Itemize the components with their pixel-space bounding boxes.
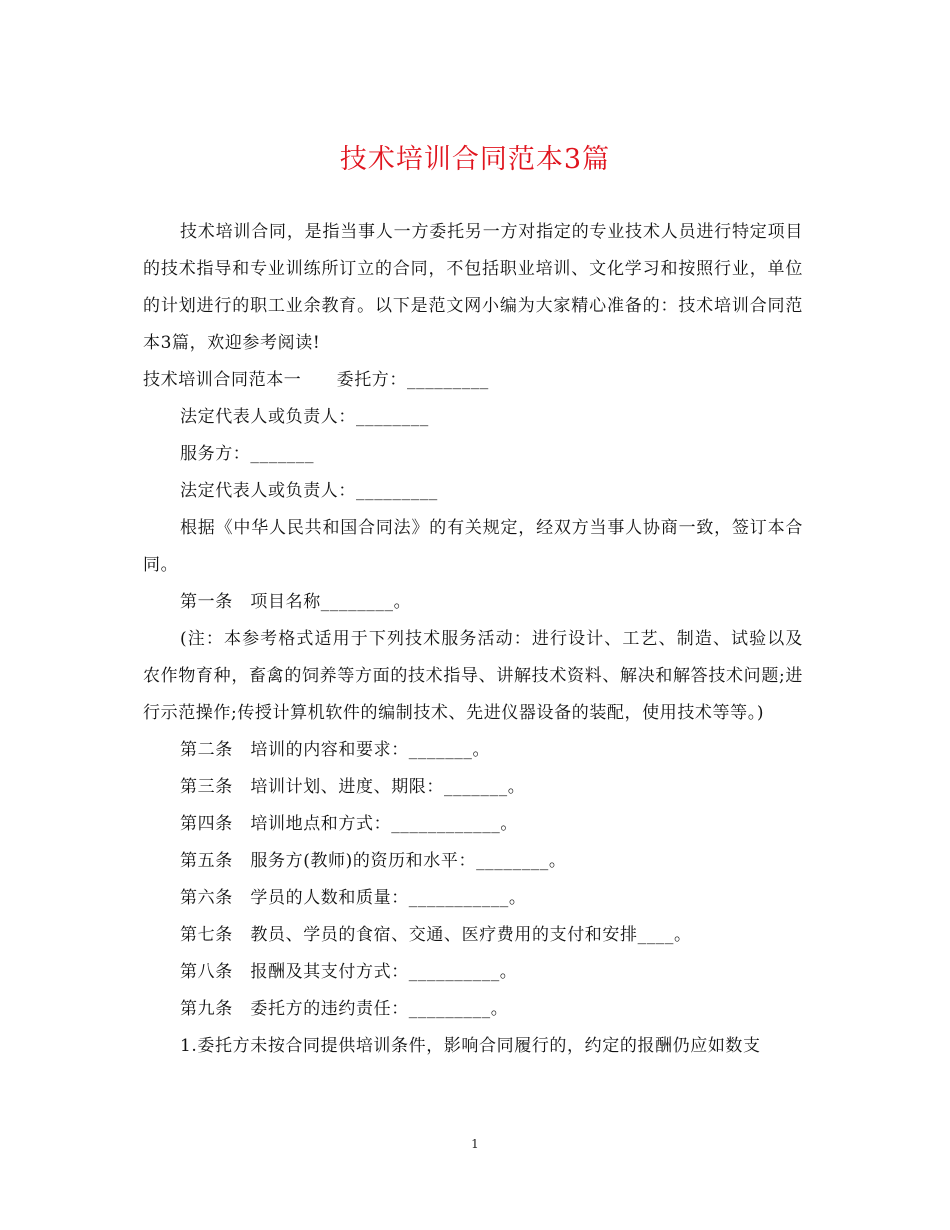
article-4: 第四条 培训地点和方式：____________。 bbox=[180, 814, 518, 834]
document-body bbox=[143, 214, 803, 1065]
document-title: 技术培训合同范本3篇 bbox=[339, 144, 611, 175]
article-5: 第五条 服务方(教师)的资历和水平：________。 bbox=[180, 851, 567, 871]
service-representative-line: 法定代表人或负责人：_________ bbox=[180, 481, 438, 501]
legal-basis-paragraph: 根据《中华人民共和国合同法》的有关规定，经双方当事人协商一致，签订本合同。 bbox=[143, 518, 803, 575]
page-number: 1 bbox=[471, 1137, 479, 1151]
clause-1: 1.委托方未按合同提供培训条件，影响合同履行的，约定的报酬仍应如数支 bbox=[180, 1036, 761, 1056]
contract-heading-line: 技术培训合同范本一 委托方：_________ bbox=[143, 370, 489, 390]
article-7: 第七条 教员、学员的食宿、交通、医疗费用的支付和安排____。 bbox=[180, 925, 692, 945]
article-8: 第八条 报酬及其支付方式：__________。 bbox=[180, 962, 518, 982]
note-paragraph: (注：本参考格式适用于下列技术服务活动：进行设计、工艺、制造、试验以及农作物育种，畜禽的饲养等方面的技术指导、讲解技术资料、解决和解答技术问题;进行示范操作;传授计算机软件的编制技术、先进仪器设备的装配，使用技术等等。) bbox=[143, 629, 803, 723]
article-2: 第二条 培训的内容和要求：_______。 bbox=[180, 740, 491, 760]
article-9: 第九条 委托方的违约责任：_________。 bbox=[180, 999, 509, 1019]
article-6: 第六条 学员的人数和质量：___________。 bbox=[180, 888, 527, 908]
article-1: 第一条 项目名称________。 bbox=[180, 592, 412, 612]
client-representative-line: 法定代表人或负责人：________ bbox=[180, 407, 429, 427]
article-3: 第三条 培训计划、进度、期限：_______。 bbox=[180, 777, 526, 797]
intro-paragraph: 技术培训合同，是指当事人一方委托另一方对指定的专业技术人员进行特定项目的技术指导和专业训练所订立的合同，不包括职业培训、文化学习和按照行业，单位的计划进行的职工业余教育。以下是范文网小编为大家精心准备的：技术培训合同范本3篇，欢迎参考阅读! bbox=[143, 222, 803, 353]
service-party-line: 服务方：_______ bbox=[180, 444, 315, 464]
